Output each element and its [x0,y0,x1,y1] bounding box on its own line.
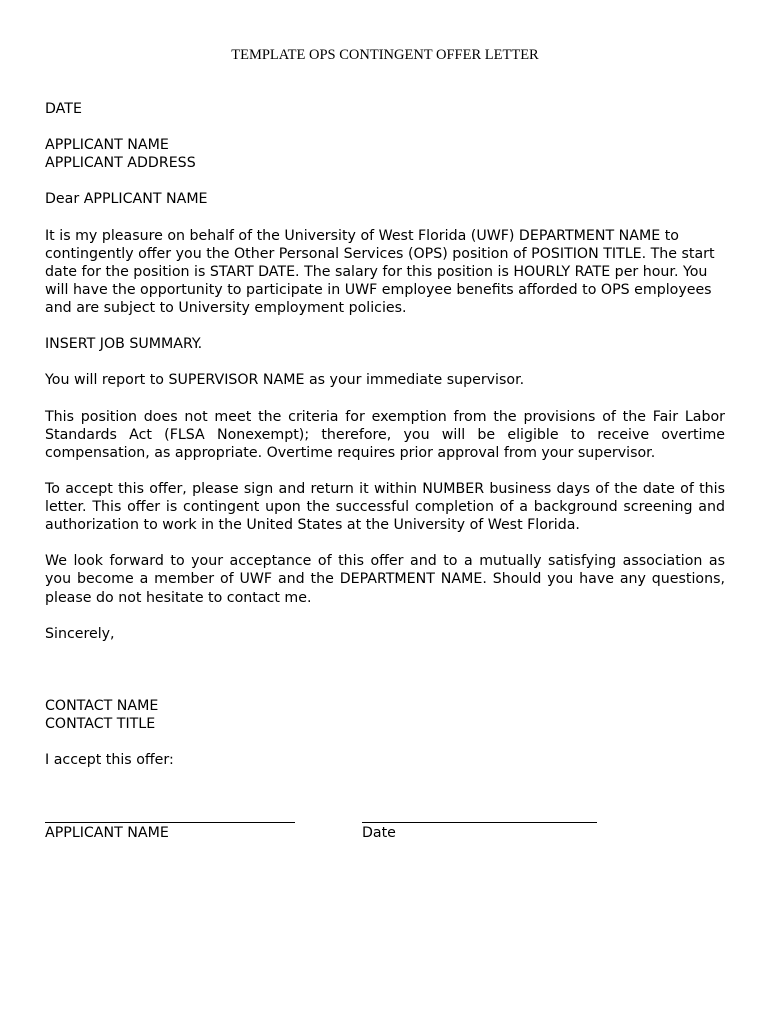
applicant-signature-label: APPLICANT NAME [45,825,169,842]
applicant-signature-field[interactable] [45,806,295,842]
signature-space [45,661,725,697]
date-signature-field[interactable] [362,806,597,842]
intro-paragraph: It is my pleasure on behalf of the University of West Florida (UWF) DEPARTMENT NAME to contingently offer you the Other Personal Services (OPS) position of POSITION TITLE. The start date for the position is START DATE. The salary for this position is HOURLY RATE per hour. You will have the opportunity to participate in UWF employee benefits afforded to OPS employees and are subject to University employment policies. [45,227,715,317]
applicant-block [45,136,725,172]
contact-name: CONTACT NAME [45,697,159,714]
applicant-signature-line [45,806,295,823]
letter-title: TEMPLATE OPS CONTINGENT OFFER LETTER [231,47,539,63]
applicant-address: APPLICANT ADDRESS [45,155,196,172]
sign-off: Sincerely, [45,625,115,642]
job-summary-paragraph: INSERT JOB SUMMARY. [45,336,203,353]
signature-row [45,806,725,846]
contact-title: CONTACT TITLE [45,716,156,732]
date-signature-label: Date [362,825,396,842]
closing-paragraph: We look forward to your acceptance of this offer and to a mutually satisfying association as you become a member of UWF and the DEPARTMENT NAME. Should you have any questions, please do not hesitate to contact me. [45,553,725,606]
acceptance-terms-paragraph: To accept this offer, please sign and return it within NUMBER business days of the date of this letter. This offer is contingent upon the successful completion of a background screening and authorization to work in the United States at the University of West Florida. [45,480,725,534]
supervisor-paragraph: You will report to SUPERVISOR NAME as your immediate supervisor. [45,372,525,389]
letter-body [45,100,725,846]
contact-block [45,697,725,733]
date-line: DATE [45,101,82,117]
salutation: Dear APPLICANT NAME [45,191,208,208]
acceptance-line: I accept this offer: [45,752,174,769]
date-signature-line [362,806,597,823]
flsa-paragraph: This position does not meet the criteria for exemption from the provisions of the Fair Labor Standards Act (FLSA Nonexempt); therefore, you will be eligible to receive overtime compensation, as appropriate. Overtime requires prior approval from your supervisor. [45,408,725,461]
applicant-name: APPLICANT NAME [45,137,169,154]
